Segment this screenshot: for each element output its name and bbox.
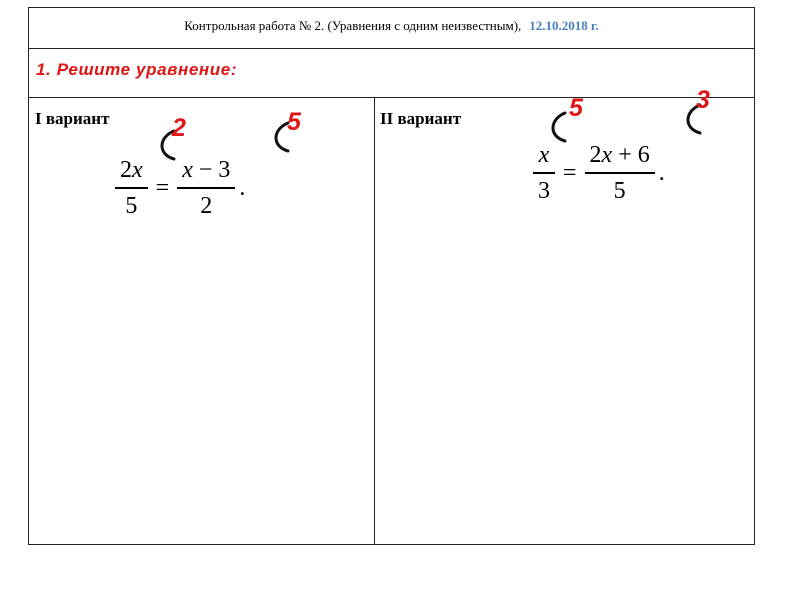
variant-1-multiplier-2: 5 [287, 108, 301, 136]
lhs-num-var: x [132, 157, 143, 183]
equation-period: . [239, 174, 246, 201]
lhs-fraction [115, 156, 148, 220]
variant-2-label: II вариант [380, 109, 462, 128]
rhs-fraction [177, 156, 235, 220]
variant-2-equation [533, 141, 665, 205]
equals-sign: = [155, 174, 170, 201]
equation-period: . [658, 159, 665, 186]
variant-2-column [375, 98, 754, 544]
rhs-num-coef: 2 [589, 142, 602, 168]
rhs-num-rest: + 6 [612, 142, 650, 168]
lhs-fraction [533, 141, 555, 205]
header-title: Контрольная работа № 2. (Уравнения с одним неизвестным), [184, 18, 522, 33]
header-date: 12.10.2018 г. [529, 18, 599, 33]
task-title: 1. Решите уравнение: [29, 49, 754, 98]
equals-sign: = [563, 159, 577, 186]
header-row [29, 8, 754, 49]
rhs-den: 2 [200, 193, 213, 219]
rhs-fraction [585, 141, 655, 205]
lhs-num-var: x [538, 142, 550, 168]
variant-1-column [29, 98, 375, 544]
variant-1-label: I вариант [35, 109, 110, 128]
worksheet-table [28, 7, 755, 545]
rhs-num-var: x [601, 142, 613, 168]
fraction-bar [115, 187, 148, 189]
variant-2-multiplier-2: 3 [696, 86, 710, 114]
rhs-den: 5 [613, 178, 626, 204]
lhs-den: 5 [125, 193, 138, 219]
rhs-num-rest: − 3 [192, 157, 231, 183]
fraction-bar [177, 187, 235, 189]
variant-2-multiplier-1: 5 [569, 94, 583, 122]
fraction-bar [533, 172, 555, 174]
rhs-num-var: x [182, 157, 193, 183]
lhs-num-coef: 2 [120, 157, 132, 183]
variant-1-multiplier-1: 2 [172, 114, 186, 142]
fraction-bar [585, 172, 655, 174]
variant-1-equation [115, 156, 245, 220]
lhs-den: 3 [538, 178, 550, 204]
